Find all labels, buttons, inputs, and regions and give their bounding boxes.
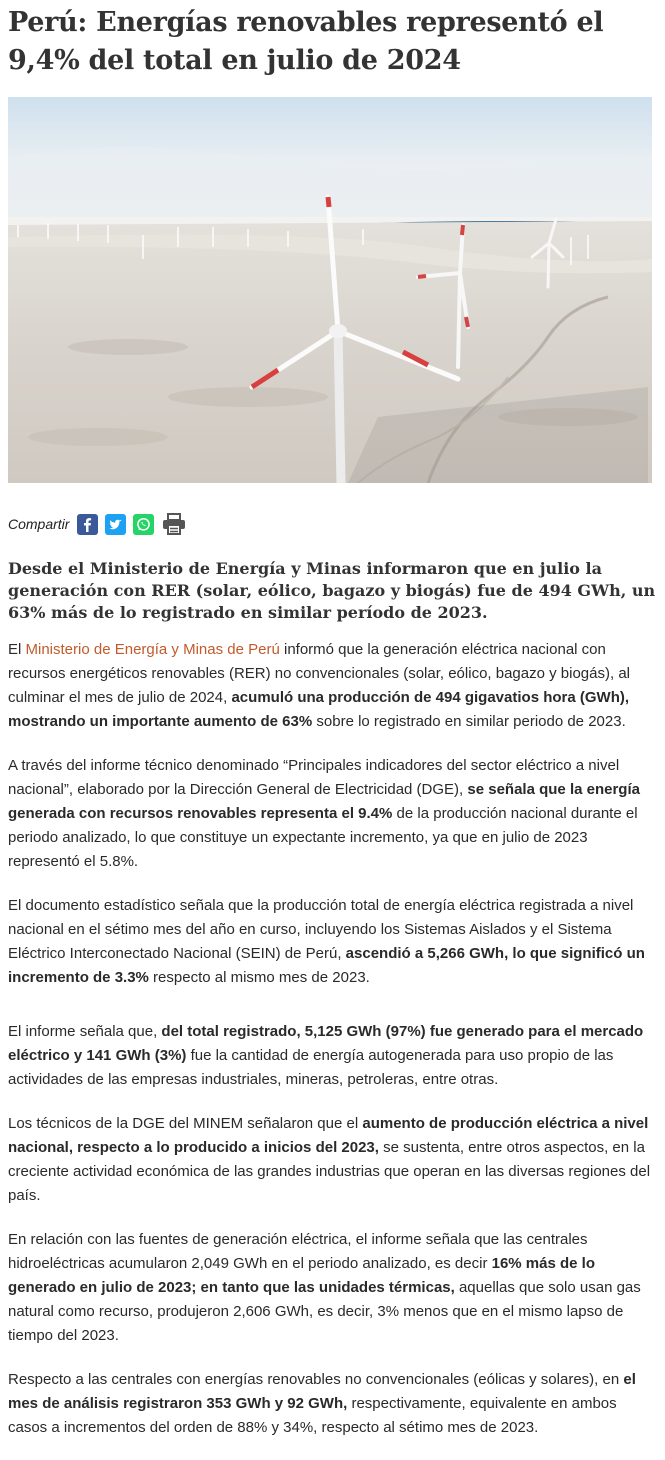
text: El	[8, 641, 26, 658]
bold-text: ascendió a 5,266 GWh, lo que significó un incremento de 3.3%	[8, 945, 645, 986]
hero-image-wind-farm	[8, 97, 652, 483]
paragraph-3	[8, 894, 656, 990]
paragraph-1	[8, 638, 656, 734]
bold-text: el mes de análisis registraron 353 GWh y 92 GWh,	[8, 1371, 636, 1412]
text: sobre lo registrado en similar periodo de 2023.	[312, 713, 626, 730]
twitter-icon[interactable]	[105, 514, 126, 535]
text: Los técnicos de la DGE del MINEM señalaron que el	[8, 1115, 363, 1132]
paragraph-6	[8, 1228, 656, 1348]
print-icon[interactable]	[161, 514, 187, 535]
article-body	[8, 638, 656, 1460]
paragraph-7	[8, 1368, 656, 1440]
text: aquellas que solo usan gas natural como recurso, produjeron 2,606 GWh, es decir, 3% menos que en el mismo lapso de tiempo del 2023.	[8, 1279, 641, 1344]
article-title-line-2: 9,4% del total en julio de 2024	[8, 45, 461, 76]
text: El documento estadístico señala que la producción total de energía eléctrica registrada a nivel nacional en el sétimo mes del año en curso, incluyendo los Sistemas Aislados y el Sistema Eléctrico Interconectado Nacional (SEIN) de Perú,	[8, 897, 634, 962]
article-title	[8, 4, 656, 80]
article-title-line-1: Perú: Energías renovables representó el	[8, 7, 604, 38]
share-label: Compartir	[8, 516, 70, 532]
bold-text: se señala que la energía generada con recursos renovables representa el 9.4%	[8, 781, 640, 822]
text: se sustenta, entre otros aspectos, en la creciente actividad económica de las grandes industrias que operan en las diversas regiones del país.	[8, 1139, 651, 1204]
text: El informe señala que,	[8, 1023, 162, 1040]
bold-text: 16% más de lo generado en julio de 2023; en tanto que las unidades térmicas,	[8, 1255, 595, 1296]
ministry-link[interactable]: Ministerio de Energía y Minas de Perú	[25, 641, 280, 658]
bold-text: aumento de producción eléctrica a nivel nacional, respecto a lo producido a inicios del 2023,	[8, 1115, 649, 1156]
text: En relación con las fuentes de generación eléctrica, el informe señala que las centrales hidroeléctricas acumularon 2,049 GWh en el periodo analizado, es decir	[8, 1231, 588, 1272]
text: A través del informe técnico denominado “Principales indicadores del sector eléctrico a nivel nacional”, elaborado por la Dirección General de Electricidad (DGE),	[8, 757, 620, 798]
text: fue la cantidad de energía autogenerada para uso propio de las actividades de las empresas industriales, mineras, petroleras, entre otras.	[8, 1047, 614, 1088]
text: Respecto a las centrales con energías renovables no convencionales (eólicas y solares), en	[8, 1371, 624, 1388]
paragraph-5	[8, 1112, 656, 1208]
text: respectivamente, equivalente en ambos casos a incrementos del orden de 88% y 34%, respecto al sétimo mes de 2023.	[8, 1395, 617, 1436]
facebook-icon[interactable]	[77, 514, 98, 535]
bold-text: del total registrado, 5,125 GWh (97%) fue generado para el mercado eléctrico y 141 GWh (3%)	[8, 1023, 644, 1064]
paragraph-4	[8, 1020, 656, 1092]
whatsapp-icon[interactable]	[133, 514, 154, 535]
share-bar	[8, 510, 194, 538]
text: de la producción nacional durante el periodo analizado, lo que constituye un expectante incremento, ya que en julio de 2023 representó el 5.8%.	[8, 805, 638, 870]
paragraph-2	[8, 754, 656, 874]
text: informó que la generación eléctrica nacional con recursos energéticos renovables (RER) no convencionales (solar, eólico, bagazo y biogás), al culminar el mes de julio de 2024,	[8, 641, 630, 706]
bold-text: acumuló una producción de 494 gigavatios hora (GWh), mostrando un importante aumento de 63%	[8, 689, 630, 730]
article-lead: Desde el Ministerio de Energía y Minas informaron que en julio la generación con RER (solar, eólico, bagazo y biogás) fue de 494 GWh, un 63% más de lo registrado en similar período de 2023.	[8, 559, 656, 622]
text: respecto al mismo mes de 2023.	[148, 969, 370, 986]
